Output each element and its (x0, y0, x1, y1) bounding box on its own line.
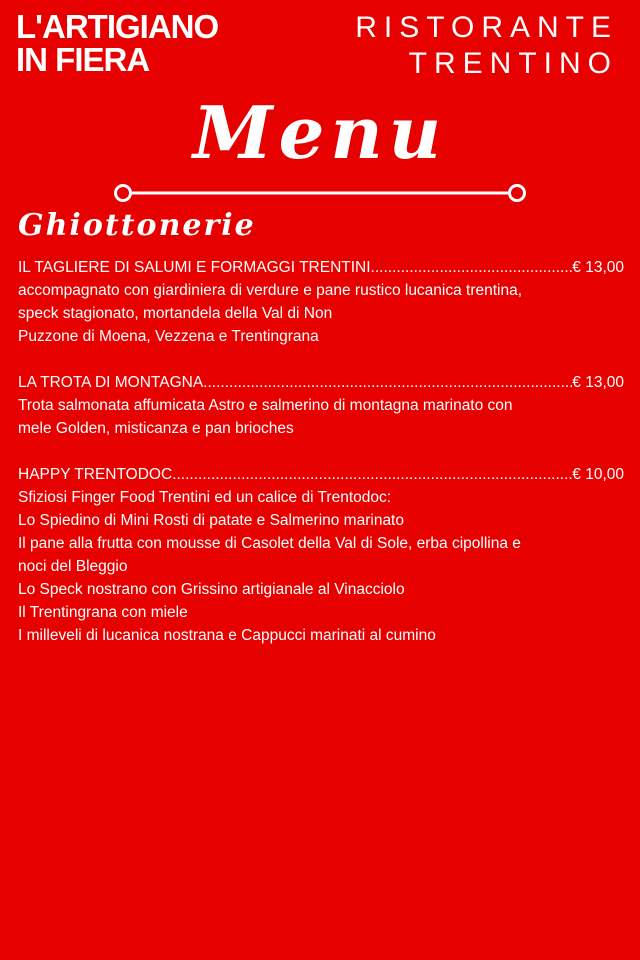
description-line: Trota salmonata affumicata Astro e salmerino di montagna marinato con (18, 397, 513, 414)
menu-item-name: HAPPY TRENTODOC (18, 466, 173, 483)
description-line: speck stagionato, mortandela della Val di Non (18, 305, 333, 322)
description-line: Il Trentingrana con miele (18, 604, 188, 621)
menu-item-header (18, 463, 624, 486)
leader-dots (203, 371, 572, 394)
description-line: Il pane alla frutta con mousse di Casolet della Val di Sole, erba cipollina e (18, 535, 521, 552)
section-title: Ghiottonerie (18, 208, 256, 243)
menu-item-price: € 10,00 (572, 466, 624, 483)
restaurant-line-2: TRENTINO (408, 47, 618, 80)
description-line: noci del Bleggio (18, 558, 128, 575)
menu-item-name: IL TAGLIERE DI SALUMI E FORMAGGI TRENTINI (18, 259, 371, 276)
brand-line-2: IN FIERA (16, 41, 150, 78)
brand-logo (16, 10, 218, 76)
leader-dots (371, 256, 573, 279)
menu-item (18, 371, 624, 440)
restaurant-line-1: RISTORANTE (355, 11, 618, 44)
menu-item (18, 256, 624, 348)
menu-item (18, 463, 624, 647)
menu-item-description (18, 279, 558, 348)
description-line: accompagnato con giardiniera di verdure e pane rustico lucanica trentina, (18, 282, 523, 299)
menu-item-description (18, 394, 558, 440)
menu-item-price: € 13,00 (572, 259, 624, 276)
description-line: Lo Spiedino di Mini Rosti di patate e Salmerino marinato (18, 512, 404, 529)
description-line: mele Golden, misticanza e pan brioches (18, 420, 294, 437)
description-line: I milleveli di lucanica nostrana e Cappucci marinati al cumino (18, 627, 436, 644)
brand-line-1: L'ARTIGIANO (16, 8, 219, 45)
page-title: Menu (192, 90, 448, 175)
description-line: Lo Speck nostrano con Grissino artigianale al Vinacciolo (18, 581, 405, 598)
description-line: Puzzone di Moena, Vezzena e Trentingrana (18, 328, 319, 345)
divider (114, 183, 526, 203)
leader-dots (172, 463, 572, 486)
menu-item-description (18, 486, 558, 647)
menu-item-price: € 13,00 (572, 374, 624, 391)
description-line: Sfiziosi Finger Food Trentini ed un calice di Trentodoc: (18, 489, 392, 506)
menu-items (18, 256, 624, 670)
menu-item-name: LA TROTA DI MONTAGNA (18, 374, 204, 391)
restaurant-label (355, 10, 618, 82)
menu-item-header (18, 256, 624, 279)
menu-item-header (18, 371, 624, 394)
